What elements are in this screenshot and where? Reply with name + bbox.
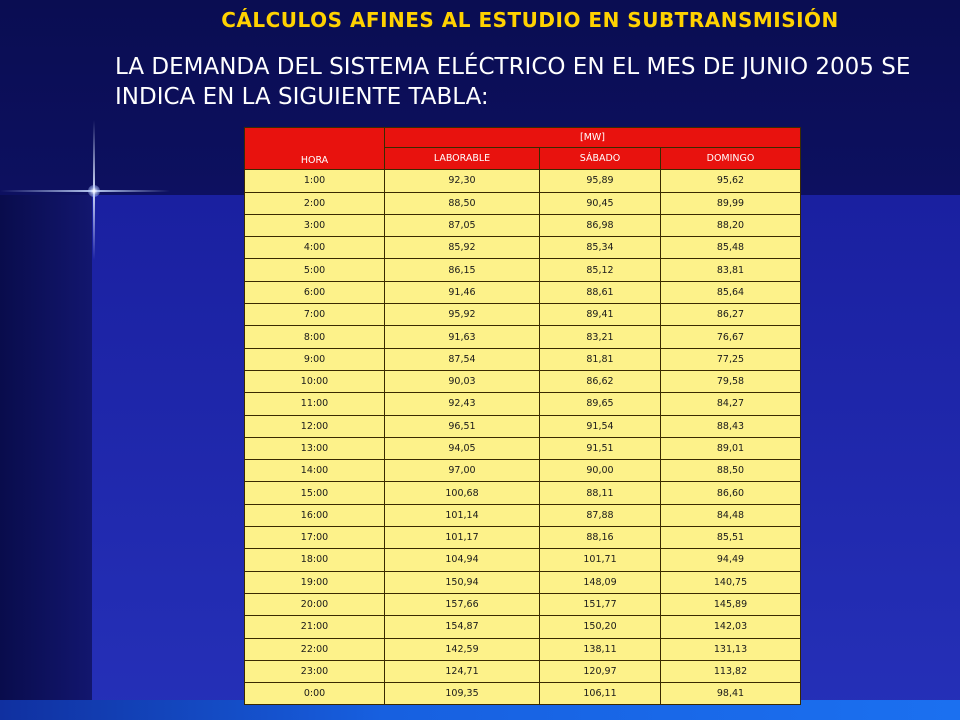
cell-domingo: 89,01 <box>661 437 801 459</box>
cell-laborable: 157,66 <box>385 593 540 615</box>
cell-laborable: 95,92 <box>385 304 540 326</box>
cell-hour: 1:00 <box>245 170 385 192</box>
cell-hour: 12:00 <box>245 415 385 437</box>
cell-sabado: 95,89 <box>540 170 661 192</box>
cell-sabado: 85,12 <box>540 259 661 281</box>
cell-domingo: 145,89 <box>661 593 801 615</box>
cell-sabado: 86,62 <box>540 370 661 392</box>
table-row <box>245 192 801 214</box>
cell-hour: 21:00 <box>245 616 385 638</box>
table-row <box>245 437 801 459</box>
cell-hour: 16:00 <box>245 504 385 526</box>
cell-laborable: 91,46 <box>385 281 540 303</box>
cell-sabado: 88,61 <box>540 281 661 303</box>
cell-laborable: 88,50 <box>385 192 540 214</box>
cell-hour: 15:00 <box>245 482 385 504</box>
cell-sabado: 101,71 <box>540 549 661 571</box>
cell-laborable: 97,00 <box>385 460 540 482</box>
cell-hour: 4:00 <box>245 237 385 259</box>
table-row <box>245 527 801 549</box>
cell-laborable: 101,14 <box>385 504 540 526</box>
cell-laborable: 90,03 <box>385 370 540 392</box>
cell-hour: 23:00 <box>245 660 385 682</box>
cell-laborable: 85,92 <box>385 237 540 259</box>
cell-domingo: 98,41 <box>661 683 801 705</box>
cell-sabado: 90,00 <box>540 460 661 482</box>
slide-intro-text: LA DEMANDA DEL SISTEMA ELÉCTRICO EN EL MES DE JUNIO 2005 SE INDICA EN LA SIGUIENTE TABLA: <box>115 54 911 110</box>
column-header-domingo: DOMINGO <box>661 148 801 170</box>
table-row <box>245 593 801 615</box>
cell-domingo: 86,60 <box>661 482 801 504</box>
table-row <box>245 571 801 593</box>
cell-laborable: 92,30 <box>385 170 540 192</box>
table-row <box>245 460 801 482</box>
cell-hour: 19:00 <box>245 571 385 593</box>
cell-sabado: 88,16 <box>540 527 661 549</box>
cell-laborable: 101,17 <box>385 527 540 549</box>
cell-laborable: 104,94 <box>385 549 540 571</box>
cell-laborable: 124,71 <box>385 660 540 682</box>
cell-laborable: 142,59 <box>385 638 540 660</box>
table-row <box>245 660 801 682</box>
table-row <box>245 393 801 415</box>
cell-sabado: 89,65 <box>540 393 661 415</box>
cell-laborable: 86,15 <box>385 259 540 281</box>
cell-domingo: 85,64 <box>661 281 801 303</box>
cell-domingo: 83,81 <box>661 259 801 281</box>
cell-domingo: 84,27 <box>661 393 801 415</box>
cell-sabado: 91,54 <box>540 415 661 437</box>
demand-table <box>244 127 801 705</box>
cell-hour: 9:00 <box>245 348 385 370</box>
cell-hour: 14:00 <box>245 460 385 482</box>
cell-domingo: 142,03 <box>661 616 801 638</box>
cell-domingo: 79,58 <box>661 370 801 392</box>
cell-sabado: 138,11 <box>540 638 661 660</box>
cell-domingo: 84,48 <box>661 504 801 526</box>
cell-domingo: 140,75 <box>661 571 801 593</box>
cell-sabado: 87,88 <box>540 504 661 526</box>
cell-laborable: 92,43 <box>385 393 540 415</box>
cell-hour: 10:00 <box>245 370 385 392</box>
cell-domingo: 88,50 <box>661 460 801 482</box>
cell-sabado: 90,45 <box>540 192 661 214</box>
cell-domingo: 86,27 <box>661 304 801 326</box>
cell-domingo: 77,25 <box>661 348 801 370</box>
table-row <box>245 370 801 392</box>
table-row <box>245 683 801 705</box>
cell-domingo: 76,67 <box>661 326 801 348</box>
cell-domingo: 95,62 <box>661 170 801 192</box>
table-row <box>245 504 801 526</box>
cell-hour: 3:00 <box>245 214 385 236</box>
cell-hour: 5:00 <box>245 259 385 281</box>
cell-laborable: 96,51 <box>385 415 540 437</box>
decorative-star-ray-horizontal <box>0 190 170 192</box>
cell-sabado: 148,09 <box>540 571 661 593</box>
table-row <box>245 549 801 571</box>
cell-domingo: 94,49 <box>661 549 801 571</box>
cell-hour: 6:00 <box>245 281 385 303</box>
column-header-unit: [MW] <box>385 128 801 148</box>
table-row <box>245 237 801 259</box>
cell-hour: 13:00 <box>245 437 385 459</box>
cell-sabado: 120,97 <box>540 660 661 682</box>
table-row <box>245 348 801 370</box>
cell-hour: 17:00 <box>245 527 385 549</box>
cell-laborable: 87,05 <box>385 214 540 236</box>
cell-hour: 0:00 <box>245 683 385 705</box>
cell-domingo: 88,20 <box>661 214 801 236</box>
cell-hour: 7:00 <box>245 304 385 326</box>
decorative-star-glow <box>88 185 100 197</box>
demand-table-header <box>245 128 801 170</box>
cell-sabado: 85,34 <box>540 237 661 259</box>
column-header-sabado: SÁBADO <box>540 148 661 170</box>
cell-hour: 2:00 <box>245 192 385 214</box>
cell-laborable: 94,05 <box>385 437 540 459</box>
cell-sabado: 151,77 <box>540 593 661 615</box>
background-left-band <box>0 195 92 720</box>
cell-sabado: 86,98 <box>540 214 661 236</box>
cell-sabado: 150,20 <box>540 616 661 638</box>
cell-sabado: 81,81 <box>540 348 661 370</box>
slide-title: CÁLCULOS AFINES AL ESTUDIO EN SUBTRANSMISIÓN <box>221 8 839 32</box>
column-header-hour: HORA <box>245 128 385 170</box>
table-row <box>245 259 801 281</box>
cell-sabado: 106,11 <box>540 683 661 705</box>
table-row <box>245 326 801 348</box>
cell-laborable: 100,68 <box>385 482 540 504</box>
table-row <box>245 304 801 326</box>
cell-domingo: 85,51 <box>661 527 801 549</box>
cell-domingo: 89,99 <box>661 192 801 214</box>
cell-sabado: 83,21 <box>540 326 661 348</box>
cell-laborable: 154,87 <box>385 616 540 638</box>
cell-domingo: 113,82 <box>661 660 801 682</box>
cell-hour: 20:00 <box>245 593 385 615</box>
cell-hour: 22:00 <box>245 638 385 660</box>
header-row-unit <box>245 128 801 148</box>
table-row <box>245 170 801 192</box>
cell-laborable: 150,94 <box>385 571 540 593</box>
cell-domingo: 85,48 <box>661 237 801 259</box>
table-row <box>245 616 801 638</box>
cell-sabado: 89,41 <box>540 304 661 326</box>
table-row <box>245 214 801 236</box>
table-row <box>245 638 801 660</box>
table-row <box>245 281 801 303</box>
cell-sabado: 88,11 <box>540 482 661 504</box>
table-row <box>245 482 801 504</box>
cell-laborable: 109,35 <box>385 683 540 705</box>
column-header-laborable: LABORABLE <box>385 148 540 170</box>
cell-hour: 8:00 <box>245 326 385 348</box>
cell-laborable: 87,54 <box>385 348 540 370</box>
table-row <box>245 415 801 437</box>
cell-hour: 18:00 <box>245 549 385 571</box>
cell-laborable: 91,63 <box>385 326 540 348</box>
cell-hour: 11:00 <box>245 393 385 415</box>
demand-table-body <box>245 170 801 705</box>
cell-domingo: 131,13 <box>661 638 801 660</box>
cell-domingo: 88,43 <box>661 415 801 437</box>
cell-sabado: 91,51 <box>540 437 661 459</box>
